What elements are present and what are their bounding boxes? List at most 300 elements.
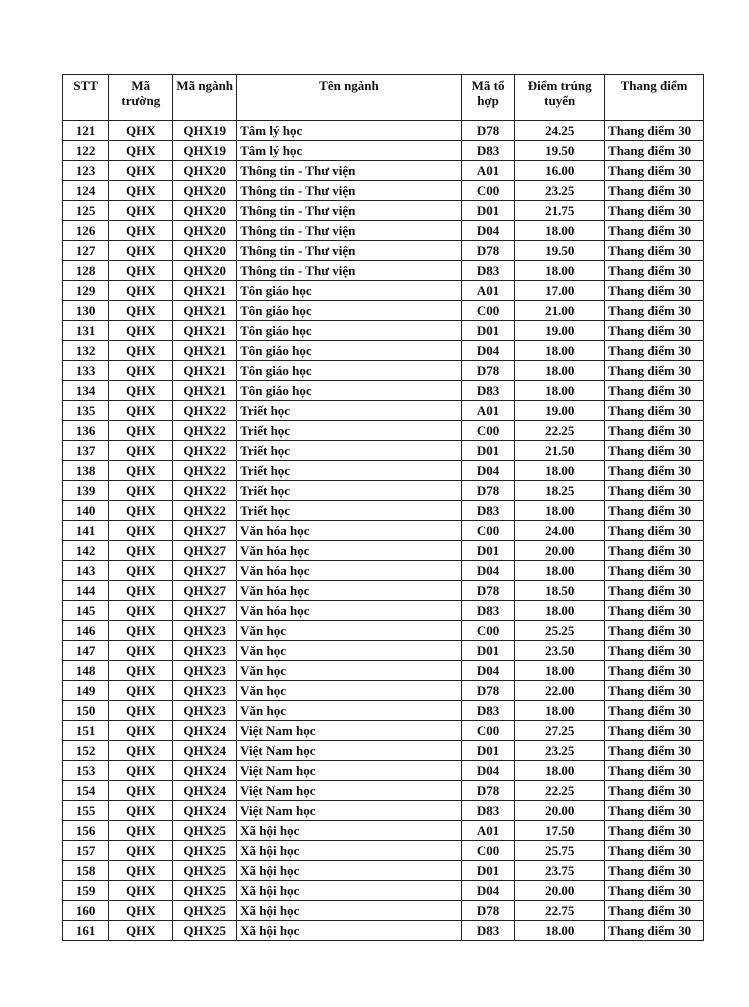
cell-stt: 140	[63, 501, 109, 521]
cell-ten-nganh: Triết học	[237, 501, 462, 521]
table-row	[63, 161, 704, 181]
cell-thang-diem: Thang điểm 30	[605, 701, 704, 721]
table-row	[63, 801, 704, 821]
cell-ma-nganh: QHX19	[173, 121, 237, 141]
cell-ma-truong: QHX	[109, 601, 173, 621]
cell-ma-truong: QHX	[109, 921, 173, 941]
cell-ma-truong: QHX	[109, 681, 173, 701]
header-ma-to-hop: Mã tổ hợp	[461, 75, 515, 121]
table-row	[63, 781, 704, 801]
cell-diem-trung-tuyen: 22.75	[515, 901, 605, 921]
cell-ma-to-hop: D01	[461, 541, 515, 561]
cell-stt: 133	[63, 361, 109, 381]
cell-ma-to-hop: D04	[461, 461, 515, 481]
cell-stt: 148	[63, 661, 109, 681]
cell-ma-to-hop: A01	[461, 161, 515, 181]
cell-ma-nganh: QHX27	[173, 541, 237, 561]
cell-stt: 145	[63, 601, 109, 621]
cell-ten-nganh: Văn học	[237, 621, 462, 641]
cell-thang-diem: Thang điểm 30	[605, 201, 704, 221]
cell-ma-truong: QHX	[109, 181, 173, 201]
cell-ten-nganh: Văn hóa học	[237, 601, 462, 621]
header-ten-nganh: Tên ngành	[237, 75, 462, 121]
cell-thang-diem: Thang điểm 30	[605, 641, 704, 661]
cell-ma-to-hop: D83	[461, 701, 515, 721]
cell-ten-nganh: Tôn giáo học	[237, 281, 462, 301]
cell-diem-trung-tuyen: 23.75	[515, 861, 605, 881]
cell-ma-to-hop: D04	[461, 221, 515, 241]
table-row	[63, 261, 704, 281]
table-row	[63, 361, 704, 381]
cell-ma-to-hop: D78	[461, 121, 515, 141]
cell-ten-nganh: Xã hội học	[237, 921, 462, 941]
cell-ma-nganh: QHX20	[173, 201, 237, 221]
cell-ma-to-hop: D78	[461, 581, 515, 601]
cell-stt: 144	[63, 581, 109, 601]
table-row	[63, 121, 704, 141]
cell-ma-nganh: QHX27	[173, 581, 237, 601]
cell-ma-nganh: QHX20	[173, 261, 237, 281]
cell-stt: 142	[63, 541, 109, 561]
cell-stt: 129	[63, 281, 109, 301]
cell-thang-diem: Thang điểm 30	[605, 561, 704, 581]
cell-ma-truong: QHX	[109, 261, 173, 281]
table-row	[63, 401, 704, 421]
cell-ma-nganh: QHX20	[173, 221, 237, 241]
cell-stt: 154	[63, 781, 109, 801]
cell-ma-to-hop: C00	[461, 301, 515, 321]
table-row	[63, 821, 704, 841]
cell-ma-to-hop: D83	[461, 141, 515, 161]
cell-ma-to-hop: D83	[461, 601, 515, 621]
cell-diem-trung-tuyen: 23.25	[515, 181, 605, 201]
cell-thang-diem: Thang điểm 30	[605, 361, 704, 381]
cell-ma-truong: QHX	[109, 481, 173, 501]
cell-ma-nganh: QHX23	[173, 681, 237, 701]
cell-ma-to-hop: D04	[461, 881, 515, 901]
cell-stt: 146	[63, 621, 109, 641]
cell-ma-to-hop: D78	[461, 481, 515, 501]
cell-diem-trung-tuyen: 23.25	[515, 741, 605, 761]
cell-ma-truong: QHX	[109, 501, 173, 521]
cell-ma-to-hop: D04	[461, 561, 515, 581]
cell-ma-truong: QHX	[109, 721, 173, 741]
cell-ma-truong: QHX	[109, 161, 173, 181]
cell-thang-diem: Thang điểm 30	[605, 261, 704, 281]
cell-diem-trung-tuyen: 20.00	[515, 881, 605, 901]
cell-ma-to-hop: D04	[461, 341, 515, 361]
cell-stt: 157	[63, 841, 109, 861]
cell-stt: 122	[63, 141, 109, 161]
cell-ma-truong: QHX	[109, 881, 173, 901]
cell-ma-truong: QHX	[109, 841, 173, 861]
cell-ten-nganh: Triết học	[237, 421, 462, 441]
table-row	[63, 201, 704, 221]
cell-ma-truong: QHX	[109, 441, 173, 461]
table-row	[63, 181, 704, 201]
cell-ma-nganh: QHX21	[173, 321, 237, 341]
cell-diem-trung-tuyen: 19.00	[515, 401, 605, 421]
cell-ma-truong: QHX	[109, 541, 173, 561]
table-row	[63, 341, 704, 361]
cell-diem-trung-tuyen: 18.00	[515, 381, 605, 401]
cell-ten-nganh: Văn học	[237, 661, 462, 681]
cell-stt: 158	[63, 861, 109, 881]
table-body	[63, 121, 704, 941]
cell-ma-nganh: QHX20	[173, 181, 237, 201]
cell-ten-nganh: Văn hóa học	[237, 561, 462, 581]
cell-ma-nganh: QHX21	[173, 341, 237, 361]
cell-stt: 128	[63, 261, 109, 281]
cell-ma-to-hop: C00	[461, 421, 515, 441]
cell-ten-nganh: Việt Nam học	[237, 761, 462, 781]
cell-stt: 126	[63, 221, 109, 241]
cell-ma-nganh: QHX22	[173, 421, 237, 441]
table-row	[63, 321, 704, 341]
cell-ten-nganh: Văn hóa học	[237, 541, 462, 561]
cell-ma-truong: QHX	[109, 901, 173, 921]
cell-thang-diem: Thang điểm 30	[605, 221, 704, 241]
cell-thang-diem: Thang điểm 30	[605, 801, 704, 821]
cell-thang-diem: Thang điểm 30	[605, 161, 704, 181]
cell-ten-nganh: Xã hội học	[237, 841, 462, 861]
cell-thang-diem: Thang điểm 30	[605, 901, 704, 921]
cell-ma-nganh: QHX22	[173, 481, 237, 501]
cell-ma-truong: QHX	[109, 801, 173, 821]
cell-ten-nganh: Văn học	[237, 701, 462, 721]
cell-diem-trung-tuyen: 17.50	[515, 821, 605, 841]
cell-stt: 134	[63, 381, 109, 401]
cell-stt: 139	[63, 481, 109, 501]
cell-ma-nganh: QHX24	[173, 761, 237, 781]
cell-stt: 130	[63, 301, 109, 321]
table-row	[63, 701, 704, 721]
cell-diem-trung-tuyen: 18.00	[515, 921, 605, 941]
cell-ma-nganh: QHX20	[173, 161, 237, 181]
cell-ma-truong: QHX	[109, 361, 173, 381]
table-row	[63, 881, 704, 901]
cell-diem-trung-tuyen: 16.00	[515, 161, 605, 181]
cell-thang-diem: Thang điểm 30	[605, 381, 704, 401]
cell-ma-nganh: QHX24	[173, 741, 237, 761]
cell-ten-nganh: Thông tin - Thư viện	[237, 261, 462, 281]
cell-stt: 161	[63, 921, 109, 941]
cell-ma-nganh: QHX21	[173, 381, 237, 401]
cell-diem-trung-tuyen: 18.25	[515, 481, 605, 501]
cell-stt: 151	[63, 721, 109, 741]
table-row	[63, 541, 704, 561]
cell-ma-nganh: QHX21	[173, 281, 237, 301]
cell-ma-to-hop: D01	[461, 441, 515, 461]
cell-ma-nganh: QHX23	[173, 641, 237, 661]
cell-diem-trung-tuyen: 19.00	[515, 321, 605, 341]
cell-ma-to-hop: D83	[461, 261, 515, 281]
cell-ten-nganh: Văn học	[237, 641, 462, 661]
table-header-row	[63, 75, 704, 121]
cell-ma-nganh: QHX27	[173, 601, 237, 621]
cell-thang-diem: Thang điểm 30	[605, 601, 704, 621]
cell-ten-nganh: Triết học	[237, 481, 462, 501]
table-row	[63, 861, 704, 881]
cell-stt: 153	[63, 761, 109, 781]
cell-thang-diem: Thang điểm 30	[605, 681, 704, 701]
cell-ten-nganh: Triết học	[237, 401, 462, 421]
cell-ma-truong: QHX	[109, 461, 173, 481]
cell-ma-nganh: QHX27	[173, 561, 237, 581]
cell-ma-nganh: QHX23	[173, 621, 237, 641]
cell-stt: 131	[63, 321, 109, 341]
cell-ma-truong: QHX	[109, 301, 173, 321]
cell-ma-to-hop: D83	[461, 801, 515, 821]
cell-ma-to-hop: A01	[461, 401, 515, 421]
cell-thang-diem: Thang điểm 30	[605, 761, 704, 781]
table-row	[63, 521, 704, 541]
cell-stt: 149	[63, 681, 109, 701]
table-row	[63, 661, 704, 681]
cell-ma-to-hop: C00	[461, 621, 515, 641]
cell-ten-nganh: Xã hội học	[237, 861, 462, 881]
cell-diem-trung-tuyen: 25.75	[515, 841, 605, 861]
table-row	[63, 841, 704, 861]
table-row	[63, 921, 704, 941]
cell-ma-to-hop: D83	[461, 381, 515, 401]
header-thang-diem: Thang điểm	[605, 75, 704, 121]
cell-ten-nganh: Việt Nam học	[237, 801, 462, 821]
cell-thang-diem: Thang điểm 30	[605, 461, 704, 481]
cell-ma-to-hop: D04	[461, 661, 515, 681]
cell-ma-nganh: QHX19	[173, 141, 237, 161]
cell-ma-nganh: QHX27	[173, 521, 237, 541]
cell-ten-nganh: Việt Nam học	[237, 781, 462, 801]
cell-ma-to-hop: D78	[461, 901, 515, 921]
cell-ten-nganh: Việt Nam học	[237, 741, 462, 761]
cell-stt: 150	[63, 701, 109, 721]
cell-thang-diem: Thang điểm 30	[605, 621, 704, 641]
cell-thang-diem: Thang điểm 30	[605, 521, 704, 541]
cell-diem-trung-tuyen: 22.00	[515, 681, 605, 701]
cell-ten-nganh: Tôn giáo học	[237, 381, 462, 401]
cell-diem-trung-tuyen: 18.00	[515, 501, 605, 521]
cell-ten-nganh: Tôn giáo học	[237, 301, 462, 321]
table-row	[63, 561, 704, 581]
cell-ma-truong: QHX	[109, 201, 173, 221]
cell-ma-truong: QHX	[109, 661, 173, 681]
cell-ma-nganh: QHX22	[173, 461, 237, 481]
cell-ten-nganh: Tôn giáo học	[237, 321, 462, 341]
cell-thang-diem: Thang điểm 30	[605, 781, 704, 801]
table-row	[63, 141, 704, 161]
cell-diem-trung-tuyen: 21.50	[515, 441, 605, 461]
cell-ten-nganh: Xã hội học	[237, 881, 462, 901]
cell-ten-nganh: Thông tin - Thư viện	[237, 221, 462, 241]
table-row	[63, 421, 704, 441]
cell-ma-to-hop: C00	[461, 721, 515, 741]
cell-thang-diem: Thang điểm 30	[605, 541, 704, 561]
cell-ma-to-hop: D78	[461, 681, 515, 701]
cell-diem-trung-tuyen: 18.00	[515, 361, 605, 381]
cell-stt: 124	[63, 181, 109, 201]
cell-stt: 121	[63, 121, 109, 141]
cell-diem-trung-tuyen: 18.00	[515, 601, 605, 621]
cell-stt: 155	[63, 801, 109, 821]
cell-thang-diem: Thang điểm 30	[605, 721, 704, 741]
cell-thang-diem: Thang điểm 30	[605, 481, 704, 501]
cell-stt: 132	[63, 341, 109, 361]
cell-ma-nganh: QHX24	[173, 801, 237, 821]
cell-ma-truong: QHX	[109, 401, 173, 421]
header-ma-nganh: Mã ngành	[173, 75, 237, 121]
cell-ten-nganh: Tâm lý học	[237, 121, 462, 141]
table-row	[63, 381, 704, 401]
cell-ma-truong: QHX	[109, 821, 173, 841]
cell-ma-nganh: QHX23	[173, 661, 237, 681]
cell-ma-truong: QHX	[109, 621, 173, 641]
table-row	[63, 461, 704, 481]
cell-ma-nganh: QHX25	[173, 881, 237, 901]
cell-ma-to-hop: D01	[461, 861, 515, 881]
cell-stt: 125	[63, 201, 109, 221]
cell-ma-truong: QHX	[109, 561, 173, 581]
cell-ma-truong: QHX	[109, 121, 173, 141]
cell-ten-nganh: Triết học	[237, 441, 462, 461]
cell-ten-nganh: Thông tin - Thư viện	[237, 241, 462, 261]
cell-ma-to-hop: A01	[461, 821, 515, 841]
cell-ma-truong: QHX	[109, 421, 173, 441]
cell-diem-trung-tuyen: 19.50	[515, 241, 605, 261]
admission-score-table	[62, 74, 704, 941]
cell-ma-nganh: QHX24	[173, 721, 237, 741]
cell-ten-nganh: Thông tin - Thư viện	[237, 161, 462, 181]
cell-stt: 138	[63, 461, 109, 481]
cell-stt: 141	[63, 521, 109, 541]
table-row	[63, 501, 704, 521]
cell-ma-truong: QHX	[109, 141, 173, 161]
cell-ma-nganh: QHX25	[173, 861, 237, 881]
cell-diem-trung-tuyen: 18.00	[515, 221, 605, 241]
cell-thang-diem: Thang điểm 30	[605, 281, 704, 301]
cell-stt: 135	[63, 401, 109, 421]
cell-stt: 152	[63, 741, 109, 761]
cell-ma-nganh: QHX25	[173, 821, 237, 841]
cell-ma-to-hop: C00	[461, 521, 515, 541]
cell-ten-nganh: Tôn giáo học	[237, 361, 462, 381]
cell-ten-nganh: Việt Nam học	[237, 721, 462, 741]
cell-thang-diem: Thang điểm 30	[605, 321, 704, 341]
cell-ma-to-hop: A01	[461, 281, 515, 301]
table-row	[63, 621, 704, 641]
cell-ten-nganh: Tâm lý học	[237, 141, 462, 161]
cell-ten-nganh: Triết học	[237, 461, 462, 481]
cell-thang-diem: Thang điểm 30	[605, 421, 704, 441]
cell-ma-to-hop: D83	[461, 501, 515, 521]
cell-ma-truong: QHX	[109, 221, 173, 241]
cell-thang-diem: Thang điểm 30	[605, 921, 704, 941]
cell-diem-trung-tuyen: 24.00	[515, 521, 605, 541]
cell-ma-to-hop: D01	[461, 741, 515, 761]
cell-diem-trung-tuyen: 23.50	[515, 641, 605, 661]
cell-diem-trung-tuyen: 18.00	[515, 461, 605, 481]
cell-diem-trung-tuyen: 20.00	[515, 801, 605, 821]
cell-ma-to-hop: D78	[461, 781, 515, 801]
cell-thang-diem: Thang điểm 30	[605, 741, 704, 761]
cell-thang-diem: Thang điểm 30	[605, 301, 704, 321]
cell-ma-truong: QHX	[109, 241, 173, 261]
header-stt: STT	[63, 75, 109, 121]
table-row	[63, 681, 704, 701]
cell-ma-nganh: QHX25	[173, 901, 237, 921]
cell-ma-truong: QHX	[109, 321, 173, 341]
cell-ma-truong: QHX	[109, 381, 173, 401]
cell-thang-diem: Thang điểm 30	[605, 181, 704, 201]
cell-ten-nganh: Thông tin - Thư viện	[237, 181, 462, 201]
cell-diem-trung-tuyen: 24.25	[515, 121, 605, 141]
cell-ma-truong: QHX	[109, 761, 173, 781]
cell-stt: 123	[63, 161, 109, 181]
cell-diem-trung-tuyen: 22.25	[515, 781, 605, 801]
cell-stt: 147	[63, 641, 109, 661]
cell-diem-trung-tuyen: 22.25	[515, 421, 605, 441]
cell-diem-trung-tuyen: 18.00	[515, 761, 605, 781]
cell-stt: 136	[63, 421, 109, 441]
cell-ma-to-hop: D78	[461, 241, 515, 261]
table-row	[63, 761, 704, 781]
cell-diem-trung-tuyen: 21.00	[515, 301, 605, 321]
cell-ma-nganh: QHX24	[173, 781, 237, 801]
table-row	[63, 241, 704, 261]
cell-ten-nganh: Xã hội học	[237, 901, 462, 921]
cell-ma-to-hop: C00	[461, 841, 515, 861]
cell-diem-trung-tuyen: 18.00	[515, 561, 605, 581]
cell-ten-nganh: Thông tin - Thư viện	[237, 201, 462, 221]
table-row	[63, 721, 704, 741]
cell-thang-diem: Thang điểm 30	[605, 121, 704, 141]
cell-ma-nganh: QHX21	[173, 301, 237, 321]
cell-ma-truong: QHX	[109, 741, 173, 761]
cell-ma-nganh: QHX22	[173, 501, 237, 521]
cell-ma-to-hop: D01	[461, 321, 515, 341]
cell-thang-diem: Thang điểm 30	[605, 841, 704, 861]
cell-diem-trung-tuyen: 18.00	[515, 341, 605, 361]
cell-diem-trung-tuyen: 18.00	[515, 261, 605, 281]
cell-ten-nganh: Văn học	[237, 681, 462, 701]
cell-ma-nganh: QHX22	[173, 401, 237, 421]
cell-diem-trung-tuyen: 17.00	[515, 281, 605, 301]
cell-thang-diem: Thang điểm 30	[605, 861, 704, 881]
cell-stt: 159	[63, 881, 109, 901]
cell-ma-to-hop: D04	[461, 761, 515, 781]
cell-ma-nganh: QHX23	[173, 701, 237, 721]
cell-ma-to-hop: D01	[461, 641, 515, 661]
cell-ma-truong: QHX	[109, 521, 173, 541]
cell-diem-trung-tuyen: 18.50	[515, 581, 605, 601]
table-row	[63, 281, 704, 301]
cell-ten-nganh: Tôn giáo học	[237, 341, 462, 361]
table-row	[63, 741, 704, 761]
table-row	[63, 221, 704, 241]
cell-stt: 160	[63, 901, 109, 921]
cell-diem-trung-tuyen: 20.00	[515, 541, 605, 561]
cell-ma-truong: QHX	[109, 341, 173, 361]
cell-ma-nganh: QHX25	[173, 841, 237, 861]
cell-ma-to-hop: D83	[461, 921, 515, 941]
cell-thang-diem: Thang điểm 30	[605, 821, 704, 841]
cell-ma-truong: QHX	[109, 641, 173, 661]
header-diem-trung-tuyen: Điểm trúng tuyển	[515, 75, 605, 121]
table-row	[63, 581, 704, 601]
table-row	[63, 641, 704, 661]
cell-ma-truong: QHX	[109, 701, 173, 721]
cell-ma-nganh: QHX21	[173, 361, 237, 381]
